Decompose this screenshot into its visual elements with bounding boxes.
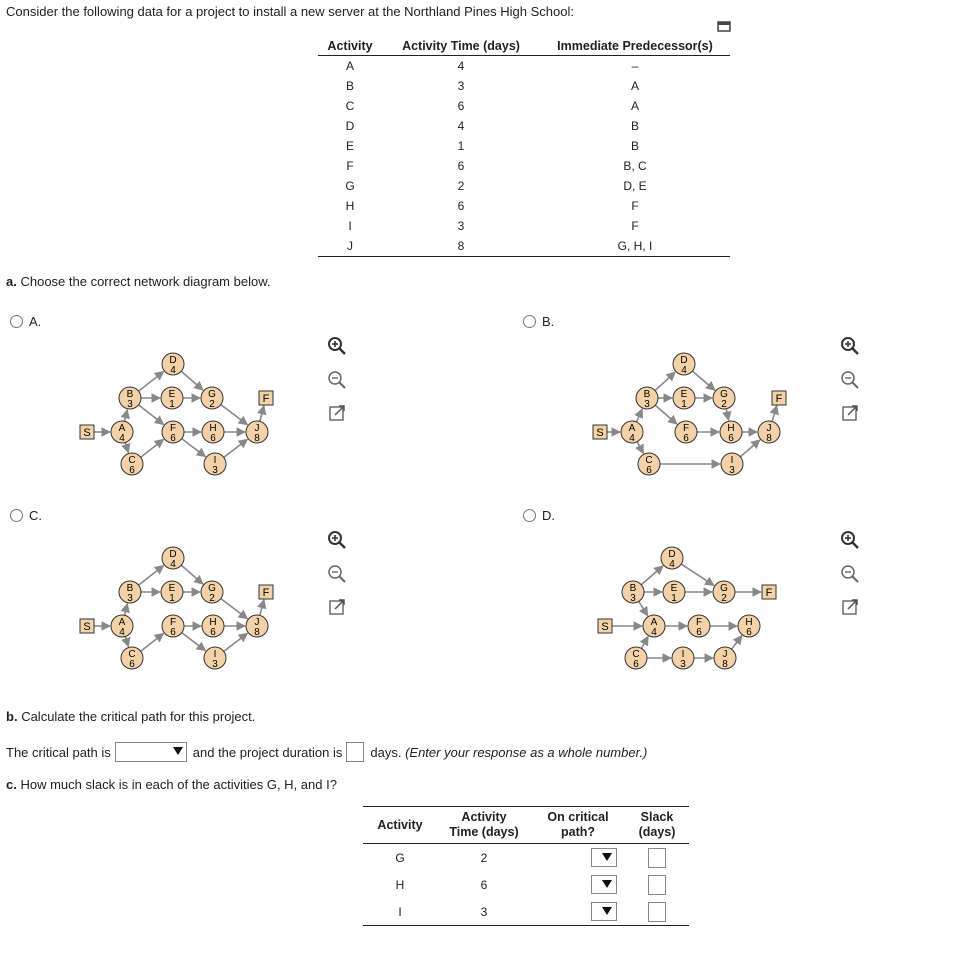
part-c-question: c. How much slack is in each of the activities G, H, and I? [6,777,337,792]
node-duration: 1 [681,399,687,410]
zoom-in-icon[interactable] [840,336,860,356]
node-duration: 2 [209,399,215,410]
diagram-arrow [641,636,648,648]
critical-path-dropdown[interactable] [115,742,187,762]
node-duration: 3 [644,399,650,410]
node-label: C [128,455,136,466]
diagram-arrow [224,439,248,457]
node-label: B [643,389,651,400]
predecessor-cell: A [630,79,639,93]
node-duration: 6 [170,627,176,638]
node-duration: 6 [696,627,702,638]
predecessor-cell: – [631,59,639,73]
time-cell: 6 [457,159,465,173]
activity-table [318,36,730,257]
intro-text: Consider the following data for a project to install a new server at the Northland Pines High School: [6,4,574,19]
activity-row [318,176,730,196]
time-cell: 6 [457,99,465,113]
option-b[interactable]: B. [523,314,554,329]
node-duration: 4 [170,559,176,570]
node-duration: 6 [129,659,135,670]
chevron-down-icon [602,907,612,915]
diagram-arrow [139,371,164,391]
predecessor-cell: B, C [623,159,647,173]
zoom-in-icon[interactable] [327,530,347,550]
radio-c[interactable] [10,509,23,522]
maximize-icon[interactable] [717,20,733,34]
time-cell: 6 [457,199,465,213]
slack-col-critical: On critical path? [531,807,625,844]
node-duration: 2 [721,593,727,604]
slack-input-h[interactable] [648,875,666,895]
node-label: A [650,617,658,628]
node-duration: 4 [119,627,125,638]
time-cell: 4 [457,119,465,133]
diagram-arrow [221,405,248,425]
node-label: A [118,617,126,628]
node-label: J [766,423,772,434]
diagram-arrow [221,599,248,619]
time-cell: 8 [382,236,540,257]
diagram-arrow [125,410,128,422]
activity-row [318,116,730,136]
popout-icon[interactable] [841,404,859,422]
predecessor-cell: B [630,119,639,133]
diagram-arrow [740,440,760,457]
diagram-arrow [181,565,203,584]
time-cell: 4 [457,59,465,73]
node-label: F [169,423,177,434]
node-duration: 1 [671,593,677,604]
node-label: E [168,583,176,594]
node-duration: 1 [169,399,175,410]
diagram-arrow [125,604,128,616]
node-label: H [727,423,735,434]
node-duration: 4 [651,627,657,638]
activity-cell: H [345,199,355,213]
diagram-arrow [641,566,663,585]
node-label: D [668,549,676,560]
radio-d[interactable] [523,509,536,522]
activity-row [318,136,730,156]
node-label: D [680,355,688,366]
diagram-arrow [139,405,164,425]
node-duration: 8 [766,433,772,444]
activity-row [318,196,730,216]
activity-row [318,156,730,176]
node-label: B [126,389,134,400]
node-duration: 3 [680,659,686,670]
node-duration: 3 [127,399,133,410]
node-duration: 4 [170,365,176,376]
node-label: G [720,389,728,400]
zoom-in-icon[interactable] [327,336,347,356]
predecessor-cell: F [631,219,639,233]
col-activity: Activity [318,36,382,56]
node-duration: 3 [729,465,735,476]
popout-icon[interactable] [328,598,346,616]
node-label: A [118,423,126,434]
part-b-question: b. Calculate the critical path for this project. [6,709,256,724]
chevron-down-icon [173,747,183,755]
popout-icon[interactable] [328,404,346,422]
diagram-arrow [692,371,714,390]
node-duration: 8 [722,659,728,670]
predecessor-cell: G, H, I [540,236,730,257]
zoom-out-icon[interactable] [327,370,347,390]
activity-cell: C [345,99,355,113]
node-label: I [681,649,685,660]
zoom-out-icon[interactable] [840,370,860,390]
node-label: F [775,393,783,405]
activity-cell: J [318,236,382,257]
activity-row [318,56,730,77]
slack-row-g: G 2 [363,844,689,872]
chevron-down-icon [602,880,612,888]
node-label: F [682,423,690,434]
diagram-arrow [637,442,643,454]
node-label: C [128,649,136,660]
diagram-arrow [655,405,677,424]
node-label: F [169,617,177,628]
node-label: D [169,355,177,366]
diagram-c [70,534,290,684]
node-label: I [213,649,217,660]
diagram-arrow [125,636,128,646]
diagram-b [585,340,805,490]
node-label: I [213,455,217,466]
node-label: S [601,621,609,633]
activity-cell: F [346,159,354,173]
node-label: D [169,549,177,560]
diagram-arrow [681,564,714,585]
time-cell: 1 [457,139,465,153]
part-a-question: a. Choose the correct network diagram below. [6,274,271,289]
activity-row [318,216,730,236]
activity-row [318,76,730,96]
diagram-arrow [636,409,642,422]
node-label: B [126,583,134,594]
zoom-out-icon[interactable] [327,564,347,584]
activity-cell: G [345,179,355,193]
zoom-out-icon[interactable] [840,564,860,584]
slack-input-g[interactable] [648,848,666,868]
diagram-arrow [655,372,675,390]
predecessor-cell: F [631,199,639,213]
node-duration: 4 [629,433,635,444]
time-cell: 2 [457,179,465,193]
node-duration: 6 [210,433,216,444]
node-duration: 6 [129,465,135,476]
node-duration: 6 [170,433,176,444]
node-label: C [645,455,653,466]
node-label: G [720,583,728,594]
node-label: H [209,617,217,628]
diagram-arrow [125,442,128,452]
predecessor-cell: A [630,99,639,113]
activity-cell: D [345,119,355,133]
slack-input-i[interactable] [648,902,666,922]
node-label: E [680,389,688,400]
node-label: J [722,649,728,660]
option-d[interactable]: D. [523,508,555,523]
diagram-arrow [772,406,777,422]
node-label: S [83,621,91,633]
predecessor-cell: B [630,139,639,153]
node-duration: 6 [683,433,689,444]
diagram-arrow [639,601,648,615]
node-label: I [730,455,734,466]
node-label: G [208,389,216,400]
node-label: J [254,617,260,628]
diagram-arrow [260,406,264,422]
activity-row [318,236,730,257]
diagram-arrow [139,565,164,585]
critical-dropdown-g[interactable] [591,848,617,867]
node-duration: 2 [721,399,727,410]
diagram-arrow [726,409,728,420]
time-cell: 3 [457,79,465,93]
node-duration: 4 [681,365,687,376]
slack-col-time: Activity Time (days) [437,807,531,844]
node-label: S [596,427,604,439]
node-label: E [670,583,678,594]
critical-dropdown-h[interactable] [591,875,617,894]
zoom-in-icon[interactable] [840,530,860,550]
node-label: H [745,617,753,628]
activity-cell: I [348,219,352,233]
node-duration: 6 [633,659,639,670]
node-duration: 2 [209,593,215,604]
node-duration: 4 [669,559,675,570]
activity-cell: E [345,139,354,153]
slack-table [363,806,689,926]
node-label: B [629,583,637,594]
node-duration: 6 [728,433,734,444]
duration-input[interactable] [346,742,364,762]
node-label: F [262,393,270,405]
diagram-arrow [260,600,264,616]
popout-icon[interactable] [841,598,859,616]
node-label: J [254,423,260,434]
slack-row-i: I 3 [363,898,689,926]
node-label: G [208,583,216,594]
diagram-arrow [182,633,206,651]
slack-row-h: H 6 [363,871,689,898]
diagram-arrow [224,633,248,651]
node-duration: 6 [746,627,752,638]
node-label: F [695,617,703,628]
critical-dropdown-i[interactable] [591,902,617,921]
node-label: H [209,423,217,434]
predecessor-cell: D, E [623,179,647,193]
node-duration: 6 [646,465,652,476]
col-predecessors: Immediate Predecessor(s) [540,36,730,56]
node-label: S [83,427,91,439]
activity-row [318,96,730,116]
node-label: F [262,587,270,599]
diagram-arrow [181,371,203,390]
option-c[interactable]: C. [10,508,42,523]
node-duration: 3 [127,593,133,604]
time-cell: 3 [457,219,465,233]
diagram-arrow [141,633,164,651]
node-duration: 3 [212,659,218,670]
slack-col-slack: Slack (days) [625,807,689,844]
activity-cell: B [345,79,354,93]
node-duration: 3 [212,465,218,476]
node-label: F [765,587,773,599]
node-duration: 6 [210,627,216,638]
node-label: C [632,649,640,660]
node-label: E [168,389,176,400]
col-time: Activity Time (days) [382,36,540,56]
node-duration: 8 [254,627,260,638]
critical-path-line: The critical path is and the project duration is days. (Enter your response as a whole number.) [6,742,647,762]
radio-b[interactable] [523,315,536,328]
chevron-down-icon [602,853,612,861]
node-duration: 8 [254,433,260,444]
node-label: A [628,423,636,434]
radio-a[interactable] [10,315,23,328]
diagram-arrow [141,439,164,457]
option-a[interactable]: A. [10,314,41,329]
node-duration: 1 [169,593,175,604]
slack-col-activity: Activity [363,807,437,844]
diagram-arrow [182,439,206,457]
node-duration: 3 [630,593,636,604]
diagram-arrow [732,636,742,650]
diagram-a [70,340,290,490]
diagram-d [585,534,805,684]
node-duration: 4 [119,433,125,444]
activity-cell: A [345,59,354,73]
